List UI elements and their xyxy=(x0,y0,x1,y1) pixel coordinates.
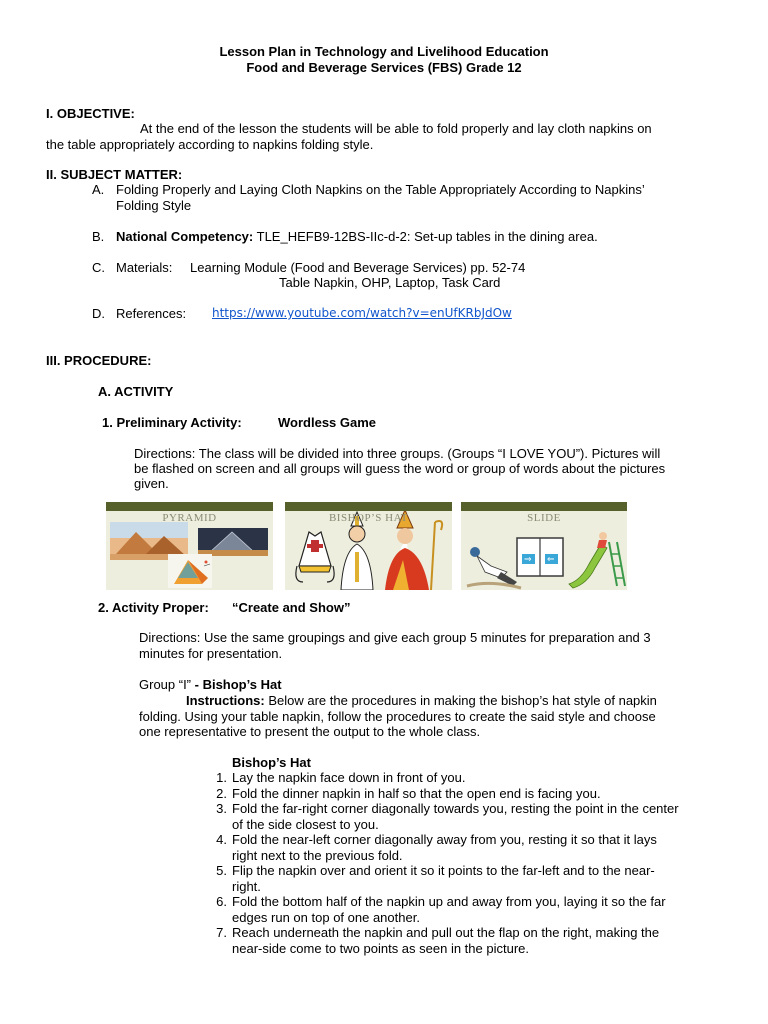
item-a-line2: Folding Style xyxy=(116,198,192,213)
item-c-letter: C. xyxy=(92,260,105,275)
bishops-hat-panel-title: BISHOP’S HAT xyxy=(328,512,409,524)
bishops-hat-steps xyxy=(210,770,730,956)
step-number: 2. xyxy=(216,785,227,801)
svg-text:⇒: ⇒ xyxy=(524,555,532,565)
step-number: 1. xyxy=(216,770,227,785)
item-a-letter: A. xyxy=(92,182,105,197)
step-text-line1: Fold the dinner napkin in half so that the open end is facing you. xyxy=(232,785,601,801)
activity-heading: A. ACTIVITY xyxy=(98,384,174,399)
step-text-line2: right. xyxy=(232,878,261,894)
group-prefix: Group “I” xyxy=(139,677,192,692)
step-item xyxy=(210,801,730,832)
slide-panel-title: SLIDE xyxy=(527,512,561,524)
instructions-line2: folding. Using your table napkin, follow the procedures to create the said style and choose xyxy=(139,709,656,724)
activity-proper-label: 2. Activity Proper: xyxy=(98,600,209,615)
pyramid-panel-bar xyxy=(106,502,273,511)
step-item xyxy=(210,894,730,925)
step-number: 5. xyxy=(216,863,227,878)
slide-panel-bar xyxy=(461,502,627,511)
steps-heading: Bishop’s Hat xyxy=(232,755,311,770)
pyramid-panel xyxy=(106,502,273,590)
procedure-heading: III. PROCEDURE: xyxy=(46,353,152,368)
step-text-line2: of the side closest to you. xyxy=(232,816,379,832)
prelim-directions-line3: given. xyxy=(134,476,169,491)
reference-link[interactable]: https://www.youtube.com/watch?v=enUfKRbJdOw xyxy=(212,306,512,320)
step-text-line1: Reach underneath the napkin and pull out the flap on the right, making the xyxy=(232,925,660,940)
slide-panel xyxy=(461,502,627,590)
prelim-directions-line2: be flashed on screen and all groups will guess the word or group of words about the pictures xyxy=(134,461,666,476)
bishops-hat-panel-bar xyxy=(285,502,452,511)
step-number: 3. xyxy=(216,801,227,816)
prelim-directions-line1: Directions: The class will be divided into three groups. (Groups “I LOVE YOU”). Pictures will xyxy=(134,446,661,461)
item-d-label: References: xyxy=(116,306,187,321)
instructions-line1 xyxy=(186,693,657,709)
step-item xyxy=(210,863,730,894)
item-b-national-competency xyxy=(116,229,598,245)
document-subtitle: Food and Beverage Services (FBS) Grade 12 xyxy=(246,60,522,75)
step-number: 4. xyxy=(216,832,227,847)
step-text-line1: Flip the napkin over and orient it so it points to the far-left and to the near- xyxy=(232,863,655,878)
item-c-line1: Learning Module (Food and Beverage Services) pp. 52-74 xyxy=(190,260,526,275)
document-title: Lesson Plan in Technology and Livelihood Education xyxy=(219,44,549,59)
step-text-line1: Lay the napkin face down in front of you. xyxy=(232,770,466,785)
item-c-line2: Table Napkin, OHP, Laptop, Task Card xyxy=(279,275,501,290)
instructions-label: Instructions: xyxy=(186,693,265,708)
step-text-line1: Fold the near-left corner diagonally away from you, resting it so that it lays xyxy=(232,832,657,847)
pyramid-panel-title: PYRAMID xyxy=(162,512,217,524)
item-b-label: National Competency: xyxy=(116,229,254,244)
step-item xyxy=(210,832,730,863)
instructions-text-line1: Below are the procedures in making the bishop’s hat style of napkin xyxy=(264,693,657,708)
group-heading xyxy=(139,677,282,693)
objective-text-line1: At the end of the lesson the students will be able to fold properly and lay cloth napkins on xyxy=(140,121,652,136)
step-text-line1: Fold the bottom half of the napkin up and away from you, laying it so the far xyxy=(232,894,666,909)
step-text-line1: Fold the far-right corner diagonally towards you, resting the point in the center xyxy=(232,801,679,816)
step-item xyxy=(210,925,730,956)
preliminary-activity-title: Wordless Game xyxy=(278,415,377,430)
step-item xyxy=(210,770,730,786)
activity-proper-title: “Create and Show” xyxy=(232,600,351,615)
proper-directions-line2: minutes for presentation. xyxy=(139,646,283,661)
step-text-line2: near-side come to two points as seen in the picture. xyxy=(232,940,529,956)
bishops-hat-panel xyxy=(285,502,452,590)
item-c-label: Materials: xyxy=(116,260,173,275)
step-text-line2: right next to the previous fold. xyxy=(232,847,403,863)
objective-text-line2: the table appropriately according to napkins folding style. xyxy=(46,137,374,152)
step-number: 6. xyxy=(216,894,227,909)
step-item xyxy=(210,786,730,802)
proper-directions-line1: Directions: Use the same groupings and give each group 5 minutes for preparation and 3 xyxy=(139,630,651,645)
item-b-letter: B. xyxy=(92,229,105,244)
instructions-line3: one representative to present the output to the whole class. xyxy=(139,724,481,739)
step-text-line2: edges run on top of one another. xyxy=(232,909,420,925)
item-a-line1: Folding Properly and Laying Cloth Napkins on the Table Appropriately According to Napkins’ xyxy=(116,182,645,197)
objective-heading: I. OBJECTIVE: xyxy=(46,106,135,121)
item-d-letter: D. xyxy=(92,306,105,321)
subject-matter-heading: II. SUBJECT MATTER: xyxy=(46,167,183,182)
preliminary-activity-label: 1. Preliminary Activity: xyxy=(102,415,242,430)
step-number: 7. xyxy=(216,925,227,940)
group-title: - Bishop’s Hat xyxy=(191,677,282,692)
item-b-text: TLE_HEFB9-12BS-IIc-d-2: Set-up tables in the dining area. xyxy=(253,229,598,244)
svg-text:⇐: ⇐ xyxy=(547,555,555,565)
